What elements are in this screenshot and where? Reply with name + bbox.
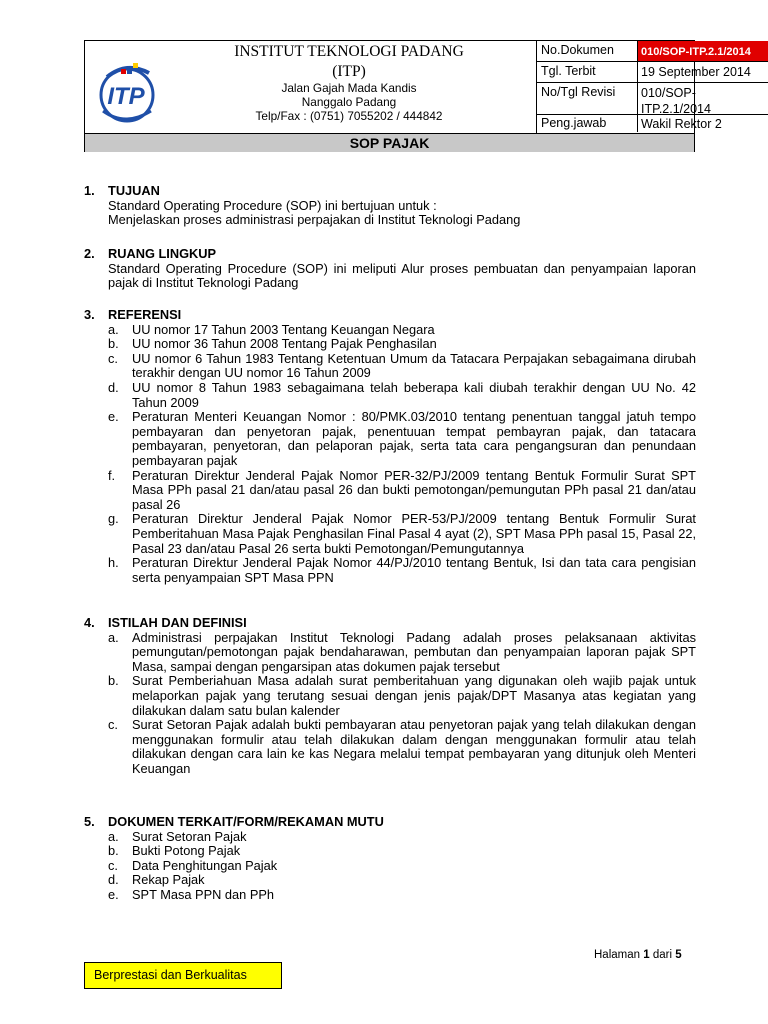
doc-number: 010/SOP-ITP.2.1/2014 xyxy=(638,41,768,61)
header-top xyxy=(85,41,751,133)
institution-name: INSTITUT TEKNOLOGI PADANG xyxy=(234,43,464,60)
list-item: e. SPT Masa PPN dan PPh xyxy=(108,886,275,902)
institution-abbr: (ITP) xyxy=(332,63,366,80)
section-heading: 3. REFERENSI xyxy=(84,307,182,322)
section-referensi xyxy=(84,308,696,585)
section-tujuan xyxy=(84,184,696,228)
meta-key: Peng.jawab xyxy=(541,116,607,130)
section-istilah xyxy=(84,616,696,777)
motto-box: Berprestasi dan Berkualitas xyxy=(84,962,282,989)
issue-date: 19 September 2014 xyxy=(641,65,751,79)
list-item: e. Peraturan Menteri Keuangan Nomor : 80/PMK.03/2010 tentang penentuan tanggal jatuh tempo pembayaran dan penyetoran pajak, penentuuan tempat pembayran pajak, dan tatacara pembayaran, penyetoran, dan pelaporan pajak, serta tata cara pengangsuran dan penundaan pembayaran pajak xyxy=(108,409,696,468)
list-item: a. Administrasi perpajakan Institut Teknologi Padang adalah proses pelaksanaan aktivitas pemungutan/pemotongan pajak bendaharawan, pembutan dan penyampaian laporan pajak SPT Masa, sampai dengan pengarsipan atas dokumen pajak tersebut xyxy=(108,629,696,674)
section-text: Standard Operating Procedure (SOP) ini meliputi Alur proses pembuatan dan penyampaian laporan pajak di Institut Teknologi Padang xyxy=(108,260,696,291)
section-text: Menjelaskan proses administrasi perpajakan di Institut Teknologi Padang xyxy=(108,212,521,228)
section-heading: 4. ISTILAH DAN DEFINISI xyxy=(84,615,247,630)
meta-key: No.Dokumen xyxy=(541,43,614,57)
meta-row-revision xyxy=(537,83,768,115)
list-item: c. Surat Setoran Pajak adalah bukti pembayaran atau penyetoran pajak yang telah dilakukan dengan menggunakan formulir atau telah dilakukan dalam dengan menggunakan formulir atau telah dilakukan dengan cara lain ke kas Negara melalui tempat pembayaran yang ditunjuk oleh Menteri Keuangan xyxy=(108,717,696,776)
revision-number: 010/SOP- ITP.2.1/2014 xyxy=(641,86,711,116)
section-ruang-lingkup xyxy=(84,247,696,291)
meta-row-doc-number xyxy=(537,41,768,62)
section-heading: 5. DOKUMEN TERKAIT/FORM/REKAMAN MUTU xyxy=(84,814,384,829)
itp-logo-icon xyxy=(85,41,162,133)
document-header xyxy=(84,40,751,152)
itp-logo xyxy=(85,41,162,133)
page-number: Halaman 1 dari 5 xyxy=(594,949,682,961)
list-item: d. UU nomor 8 Tahun 1983 sebagaimana telah beberapa kali diubah terakhir dengan UU No. 42 Tahun 2009 xyxy=(108,379,696,410)
document-meta xyxy=(536,41,751,133)
list-item: a. UU nomor 17 Tahun 2003 Tentang Keuangan Negara xyxy=(108,321,435,337)
meta-key: Tgl. Terbit xyxy=(541,64,596,78)
meta-row-issue-date xyxy=(537,62,768,83)
list-item: b. Bukti Potong Pajak xyxy=(108,843,241,859)
list-item: d. Rekap Pajak xyxy=(108,872,205,888)
list-item: c. Data Penghitungan Pajak xyxy=(108,857,278,873)
section-dokumen-terkait xyxy=(84,815,696,903)
list-item: b. UU nomor 36 Tahun 2008 Tentang Pajak Penghasilan xyxy=(108,336,437,352)
section-heading: 1. TUJUAN xyxy=(84,183,160,198)
meta-key: No/Tgl Revisi xyxy=(541,85,616,99)
address-line-2: Nanggalo Padang xyxy=(301,95,397,109)
institution-block xyxy=(162,41,536,133)
list-item: g. Peraturan Direktur Jenderal Pajak Nomor PER-53/PJ/2009 tentang Bentuk Formulir Surat Pemberitahuan Masa Pajak Penghasilan Final Pasal 4 ayat (2), SPT Masa PPh pasal 15, Pasal 22, Pasal 23 dan/atau Pasal 26 serta bukti Pemotongan/Pemungutannya xyxy=(108,511,696,556)
list-item: f. Peraturan Direktur Jenderal Pajak Nomor PER-32/PJ/2009 tentang Bentuk Formulir Surat SPT Masa PPh pasal 21 dan/atau pasal 26 dan bukti pemotongan/pemungutan PPh pasal 21 dan/atau pasal 26 xyxy=(108,467,696,512)
section-text: Standard Operating Procedure (SOP) ini bertujuan untuk : xyxy=(108,197,437,213)
phone-line: Telp/Fax : (0751) 7055202 / 444842 xyxy=(255,109,443,123)
logo-text: ITP xyxy=(107,83,145,110)
list-item: c. UU nomor 6 Tahun 1983 Tentang Ketentuan Umum da Tatacara Perpajakan sebagaimana dirubah terakhir dengan UU nomor 16 Tahun 2009 xyxy=(108,350,696,381)
responsible-person: Wakil Rektor 2 xyxy=(641,117,722,131)
section-heading: 2. RUANG LINGKUP xyxy=(84,246,217,261)
meta-row-responsible xyxy=(537,115,768,132)
list-item: b. Surat Pemberiahuan Masa adalah surat pemberitahuan yang digunakan oleh wajib pajak untuk melaporkan pajak yang terutang sesuai dengan jenis pajak/DPT Masanya atas kegiatan yang dilakukan dalam satu bulan kalender xyxy=(108,673,696,718)
list-item: h. Peraturan Direktur Jenderal Pajak Nomor 44/PJ/2010 tentang Bentuk, Isi dan tata cara pengisian serta penyampaian SPT Masa PPN xyxy=(108,555,696,585)
address-line-1: Jalan Gajah Mada Kandis xyxy=(281,81,417,95)
list-item: a. Surat Setoran Pajak xyxy=(108,828,247,844)
document-title: SOP PAJAK xyxy=(85,133,694,152)
